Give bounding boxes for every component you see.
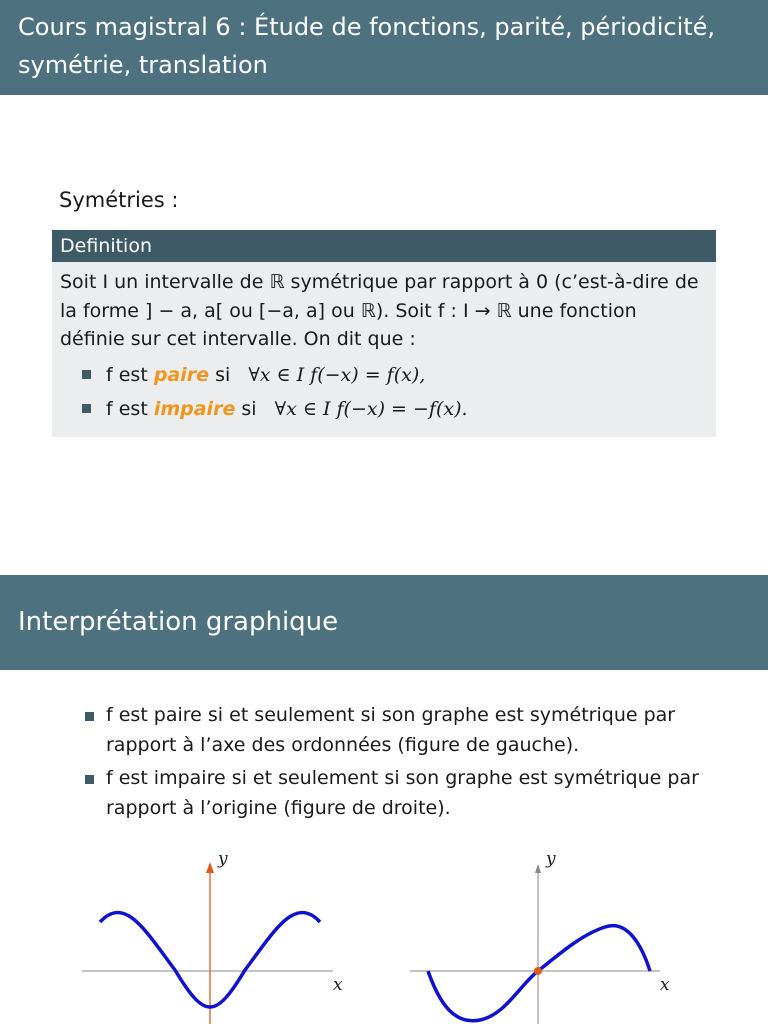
definition-line3: définie sur cet intervalle. On dit que : [60,328,416,350]
slide2-title-header [0,575,768,670]
interpretation-line: f est paire si et seulement si son graphe est symétrique par [106,704,676,726]
definition-block [52,230,716,437]
slide-title-header [0,0,768,95]
y-label: y [218,849,228,869]
item-math: ∀x ∈ I f(−x) = −f(x). [274,397,468,420]
definition-line1: Soit I un intervalle de ℝ symétrique par rapport à 0 (c’est-à-dire de [60,271,699,293]
slide2-title: Interprétation graphique [18,607,339,637]
slide-title-line2: symétrie, translation [18,51,268,79]
interpretation-line: f est impaire si et seulement si son graphe est symétrique par [106,767,699,789]
definition-line2: la forme ] − a, a[ ou [−a, a] ou ℝ). Soit f : I → ℝ une fonction [60,299,637,322]
item-pre: f est [106,397,148,420]
graphs-figure [0,840,768,1024]
item-post: si [241,397,257,420]
keyword-impaire: impaire [153,397,236,420]
origin-point [534,967,542,975]
y-axis-arrow-icon [206,862,214,873]
section-label: Symétries : [59,188,179,212]
square-bullet-icon [85,775,94,784]
interpretation-list [82,700,712,826]
item-post: si [215,363,231,386]
definition-body [52,262,716,426]
definition-list [60,358,708,426]
graph-odd [410,849,670,1024]
item-pre: f est [106,363,148,386]
graph-even [82,849,343,1024]
interpretation-line: rapport à l’axe des ordonnées (figure de gauche). [106,734,580,756]
interpretation-line: rapport à l’origine (figure de droite). [106,797,451,819]
square-bullet-icon [82,404,91,413]
x-label: x [333,975,343,995]
square-bullet-icon [85,712,94,721]
y-axis-arrow-icon [535,864,541,873]
item-math: ∀x ∈ I f(−x) = f(x), [248,363,426,386]
slide-title-line1: Cours magistral 6 : Étude de fonctions, parité, périodicité, [18,13,716,41]
interpretation-item-odd [82,763,712,823]
y-label: y [546,849,556,869]
keyword-paire: paire [153,363,210,386]
square-bullet-icon [82,370,91,379]
definition-item-paire [60,358,708,392]
definition-title: Definition [52,230,716,262]
definition-item-impaire [60,392,708,426]
x-label: x [660,975,670,995]
interpretation-item-even [82,700,712,760]
